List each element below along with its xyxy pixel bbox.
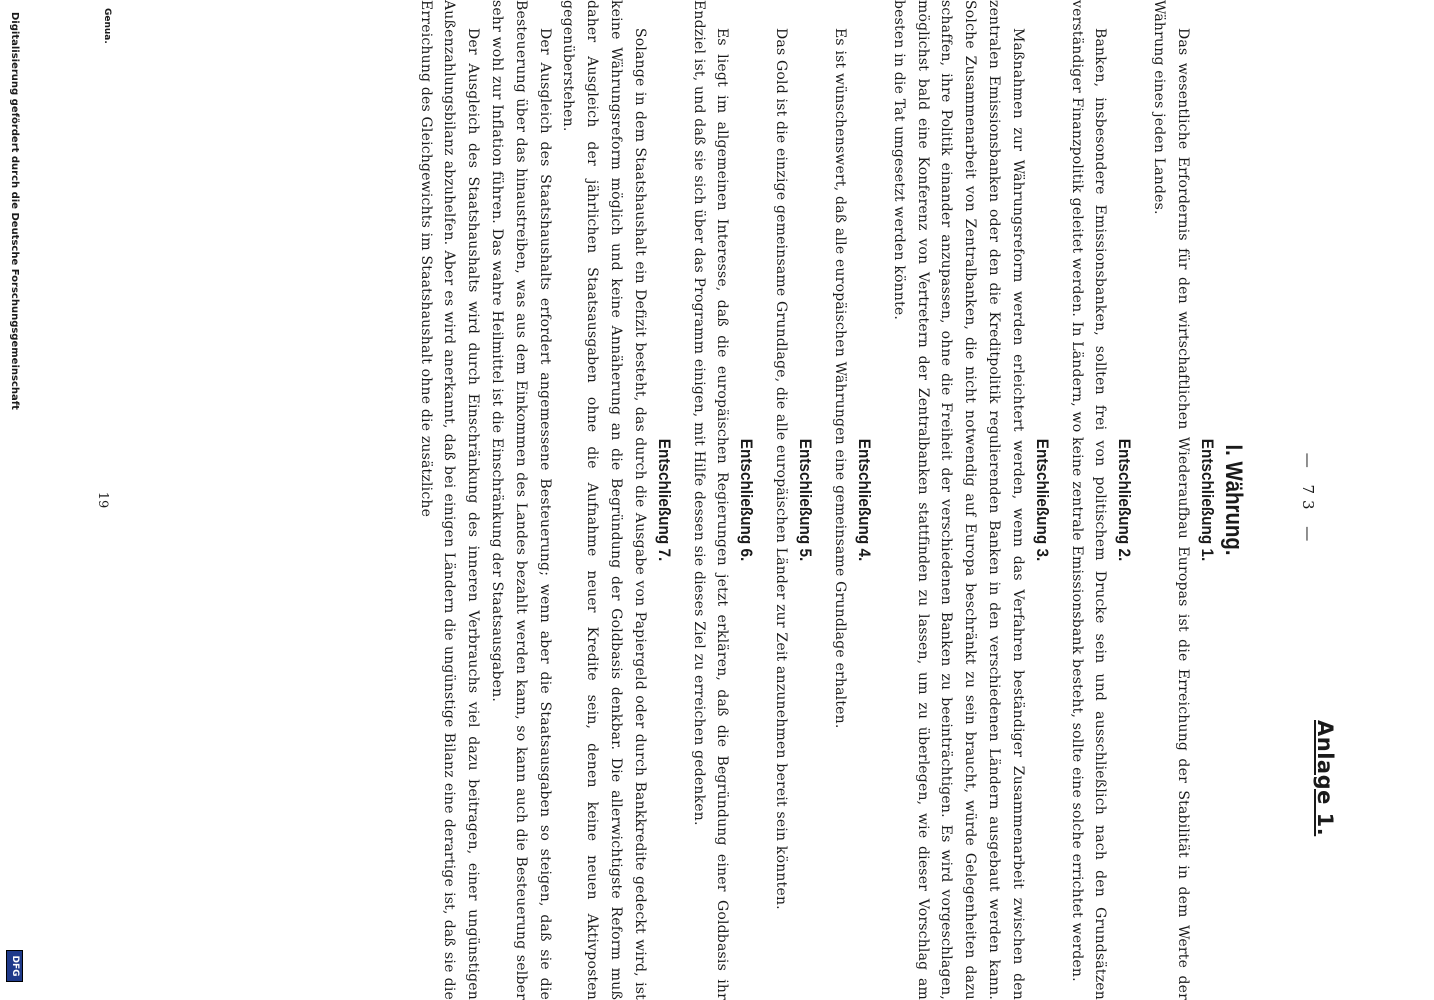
resolution-text: Es ist wünschenswert, daß alle europäischen Währungen eine gemeinsame Grundlage erhalten.	[832, 28, 849, 729]
page-number-top: — 73 —	[1299, 452, 1317, 548]
resolution-text: Banken, insbesondere Emissionsbanken, sollten frei von politischem Drucke sein und ausschließlich nach den Grundsätzen verständiger Finanzpolitik geleitet werden. In Ländern, wo keine zentrale Emissionsbank besteht, sollte eine solche errichtet werden.	[1068, 0, 1109, 1000]
resolution-heading: Entschließung 6.	[737, 438, 757, 562]
dfg-logo: DFG	[6, 950, 23, 982]
resolution-heading: Entschließung 2.	[1115, 438, 1135, 562]
resolution-heading: Entschließung 4.	[855, 438, 875, 562]
resolution-paragraph: Der Ausgleich des Staatshaushalts wird durch Einschränkung des inneren Verbrauchs viel dazu beitragen, einer ungünstigen Außenzahlungsbilanz abzuhelfen. Aber es wird anerkannt, daß bei einigen Ländern die ungünstige Bilanz eine derartige ist, daß sie die Erreichung des Gleichgewichts im Staatshaushalt ohne die zusätzliche	[417, 0, 482, 1000]
footer-page-number: 19	[95, 491, 110, 509]
resolution-text: Maßnahmen zur Währungsreform werden erleichtert werden, wenn das Verfahren beständiger Zusammenarbeit zwischen den zentralen Emissionsbanken oder den die Kreditpolitik regulierenden Banken in den verschiedenen Ländern ausgebaut werden kann. Solche Zusammenarbeit von Zentralbanken, die nicht notwendig auf Europa beschränkt zu sein braucht, würde Gelegenheiten dazu schaffen, ihre Politik einander anzupassen, ohne die Freiheit der verschiedenen Banken zu beeinträchtigen. Es wird vorgeschlagen, möglichst bald eine Konferenz von Vertretern der Zentralbanken stattfinden zu lassen, um zu überlegen, wie dieser Vorschlag am besten in die Tat umgesetzt werden könnte.	[890, 0, 1026, 1000]
resolution-heading: Entschließung 1.	[1198, 438, 1217, 562]
section-title: I. Währung.	[1220, 444, 1247, 556]
annex-label: Anlage 1.	[1313, 720, 1337, 837]
digitization-credit: Digitalisierung gefördert durch die Deutsche Forschungsgemeinschaft	[9, 12, 20, 410]
resolution-heading: Entschließung 3.	[1032, 438, 1052, 562]
resolution-paragraph: Der Ausgleich des Staatshaushalts erfordert angemessene Besteuerung; wenn aber die Staatsausgaben so steigen, daß sie die Besteuerung über das hinaustreiben, was aus dem Einkommen des Landes bezahlt werden kann, so kann auch die Besteuerung selber sehr wohl zur Inflation führen. Das wahre Heilmittel ist die Einschränkung der Staatsausgaben.	[489, 0, 553, 1000]
resolution-text: Das wesentliche Erfordernis für den wirtschaftlichen Wiederaufbau Europas ist die Erreichung der Stabilität in dem Werte der Währung eines jeden Landes.	[1151, 0, 1191, 1000]
document-body	[413, 0, 1247, 1000]
resolution-text: Es liegt im allgemeinen Interesse, daß die europäischen Regierungen jetzt erklären, daß die Begründung einer Goldbasis ihr Endziel ist, und daß sie sich über das Programm einigen, mit Hilfe dessen sie dieses Ziel zu erreichen gedenken.	[690, 0, 731, 1000]
resolution-text: Das Gold ist die einzige gemeinsame Grundlage, die alle europäischen Länder zur Zeit anzunehmen bereit sein könnten.	[773, 28, 790, 910]
rotated-document-sheet	[9, 0, 1395, 1000]
resolution-heading: Entschließung 7.	[654, 438, 674, 562]
resolution-heading: Entschließung 5.	[796, 438, 816, 562]
footer-place: Genua.	[102, 8, 112, 44]
resolution-paragraph: Solange in dem Staatshaushalt ein Defizit besteht, das durch die Ausgabe von Papiergeld oder durch Bankkredite gedeckt wird, ist keine Währungsreform möglich und keine Annäherung an die Begründung der Goldbasis denkbar. Die allerwichtigste Reform muß daher Ausgleich der jährlichen Staatsausgaben ohne die Aufnahme neuer Kredite sein, denen keine neuen Aktivposten gegenüberstehen.	[560, 0, 648, 1000]
